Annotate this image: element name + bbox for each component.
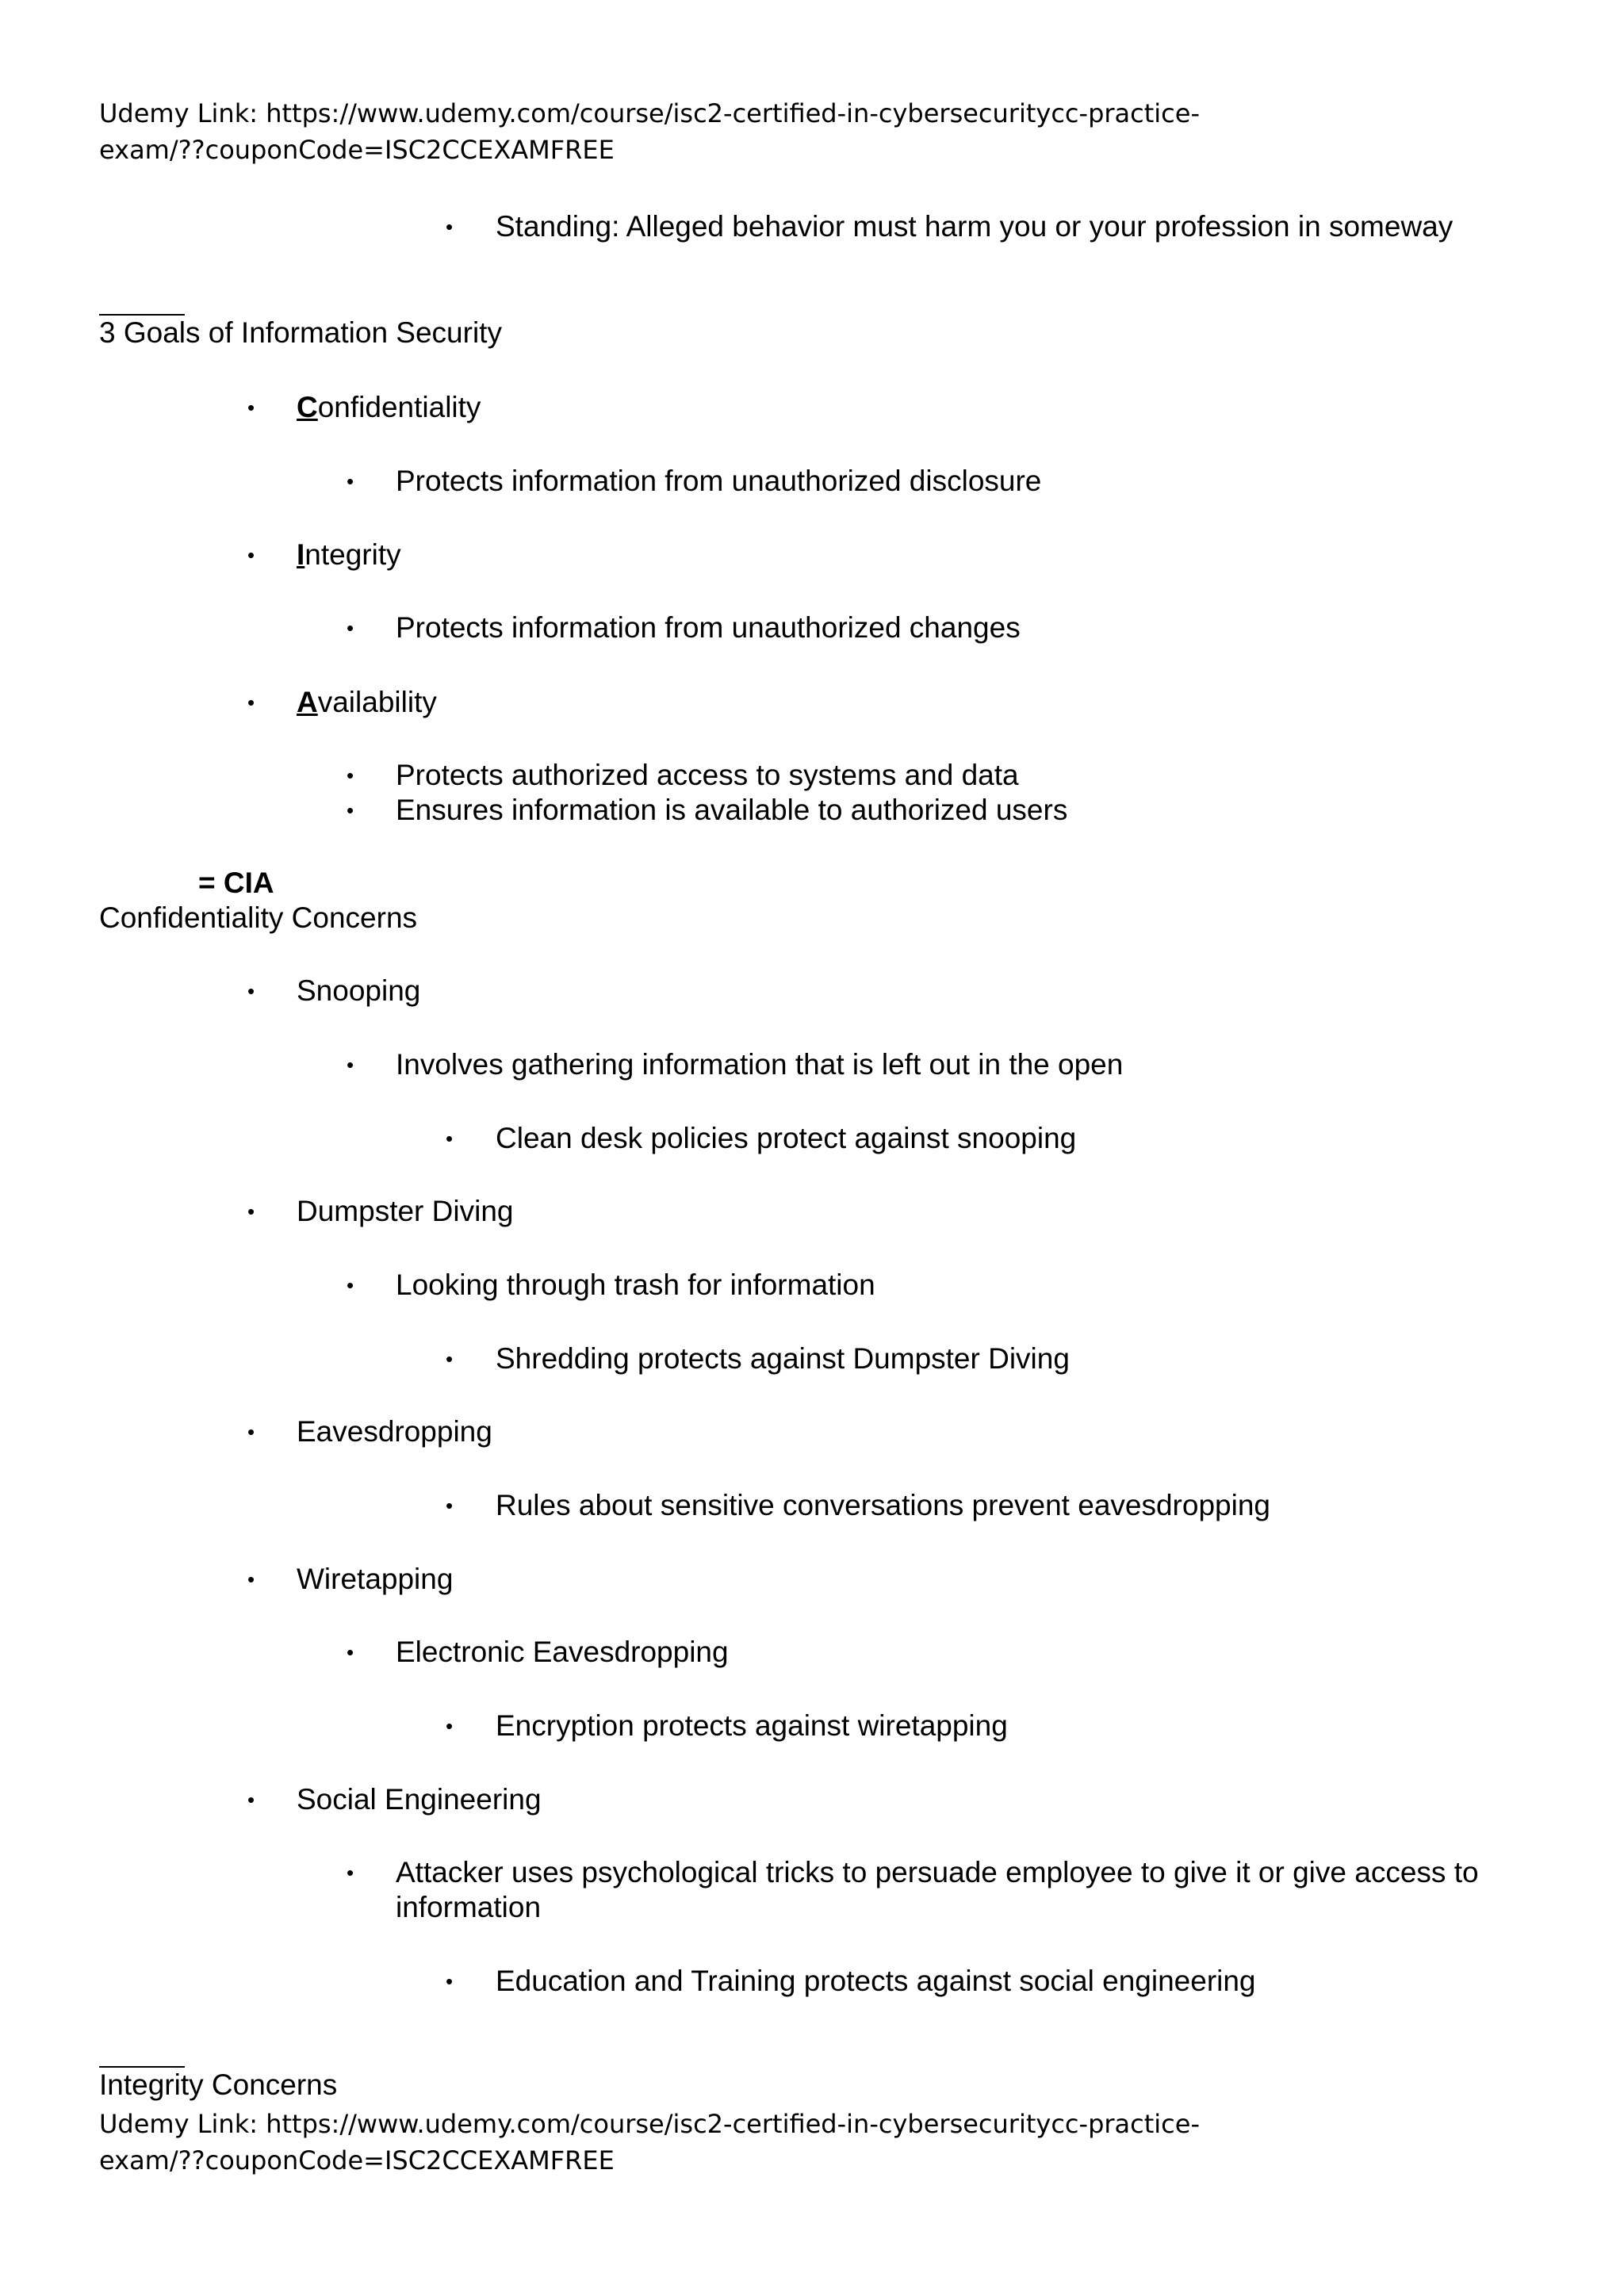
bullet: • bbox=[446, 1494, 454, 1517]
bullet: • bbox=[446, 1127, 454, 1150]
availability-desc-1: Protects authorized access to systems and data bbox=[396, 759, 1019, 791]
bullet: • bbox=[247, 1200, 255, 1223]
footer-line-1: Udemy Link: https://www.udemy.com/course/isc2-certified-in-cybersecuritycc-practice- bbox=[99, 2109, 1200, 2139]
page-header bbox=[99, 95, 1526, 168]
header-line-1: Udemy Link: https://www.udemy.com/course/isc2-certified-in-cybersecuritycc-practice- bbox=[99, 98, 1200, 128]
bullet: • bbox=[446, 1969, 454, 1993]
concern-dumpster-diving: Dumpster Diving bbox=[297, 1195, 514, 1227]
concern-eavesdropping: Eavesdropping bbox=[297, 1415, 492, 1448]
goal-confidentiality: Confidentiality bbox=[297, 391, 481, 423]
bullet: • bbox=[247, 543, 255, 567]
bullet: • bbox=[347, 616, 354, 640]
concern-wiretapping: Wiretapping bbox=[297, 1563, 454, 1595]
confidentiality-desc: Protects information from unauthorized disclosure bbox=[396, 465, 1042, 497]
concern-snooping: Snooping bbox=[297, 974, 421, 1007]
footer-line-2: exam/??couponCode=ISC2CCEXAMFREE bbox=[99, 2145, 615, 2175]
bullet: • bbox=[446, 1714, 454, 1738]
bullet: • bbox=[347, 1861, 354, 1885]
goal-integrity: Integrity bbox=[297, 538, 401, 571]
dumpster-protect: Shredding protects against Dumpster Diving bbox=[496, 1342, 1070, 1375]
bullet: • bbox=[247, 979, 255, 1003]
concern-social-engineering: Social Engineering bbox=[297, 1783, 542, 1816]
bullet: • bbox=[247, 1788, 255, 1812]
goals-heading: 3 Goals of Information Security bbox=[99, 316, 502, 349]
bullet: • bbox=[446, 1347, 454, 1371]
goal-letter-a: A bbox=[297, 686, 318, 718]
availability-desc-2: Ensures information is available to authorized users bbox=[396, 794, 1068, 826]
bullet: • bbox=[247, 396, 255, 419]
standing-item: Standing: Alleged behavior must harm you or your profession in someway bbox=[496, 210, 1454, 243]
dumpster-desc: Looking through trash for information bbox=[396, 1269, 875, 1301]
goal-letter-i: I bbox=[297, 538, 305, 571]
wiretapping-desc: Electronic Eavesdropping bbox=[396, 1636, 729, 1668]
goal-availability: Availability bbox=[297, 686, 437, 718]
eavesdropping-protect: Rules about sensitive conversations prevent eavesdropping bbox=[496, 1489, 1270, 1521]
wiretapping-protect: Encryption protects against wiretapping bbox=[496, 1709, 1008, 1742]
social-desc: Attacker uses psychological tricks to persuade employee to give it or give access to information bbox=[396, 1856, 1479, 1923]
bullet: • bbox=[347, 1640, 354, 1664]
integrity-desc: Protects information from unauthorized changes bbox=[396, 611, 1021, 644]
bullet: • bbox=[347, 1053, 354, 1077]
bullet: • bbox=[347, 1273, 354, 1297]
bullet: • bbox=[347, 798, 354, 822]
integrity-concerns-heading: Integrity Concerns bbox=[99, 2068, 338, 2101]
header-line-2: exam/??couponCode=ISC2CCEXAMFREE bbox=[99, 135, 615, 165]
conf-concerns-heading: Confidentiality Concerns bbox=[99, 901, 418, 934]
snooping-protect: Clean desk policies protect against snooping bbox=[496, 1122, 1077, 1154]
bullet: • bbox=[247, 1567, 255, 1591]
bullet: • bbox=[247, 1420, 255, 1444]
page-footer bbox=[99, 2106, 1526, 2179]
bullet: • bbox=[446, 215, 454, 239]
goal-letter-c: C bbox=[297, 391, 318, 423]
bullet: • bbox=[347, 469, 354, 493]
social-protect: Education and Training protects against social engineering bbox=[496, 1965, 1256, 1997]
bullet: • bbox=[247, 691, 255, 714]
snooping-desc: Involves gathering information that is left out in the open bbox=[396, 1048, 1124, 1081]
cia-acronym: = CIA bbox=[198, 867, 274, 899]
bullet: • bbox=[347, 763, 354, 787]
